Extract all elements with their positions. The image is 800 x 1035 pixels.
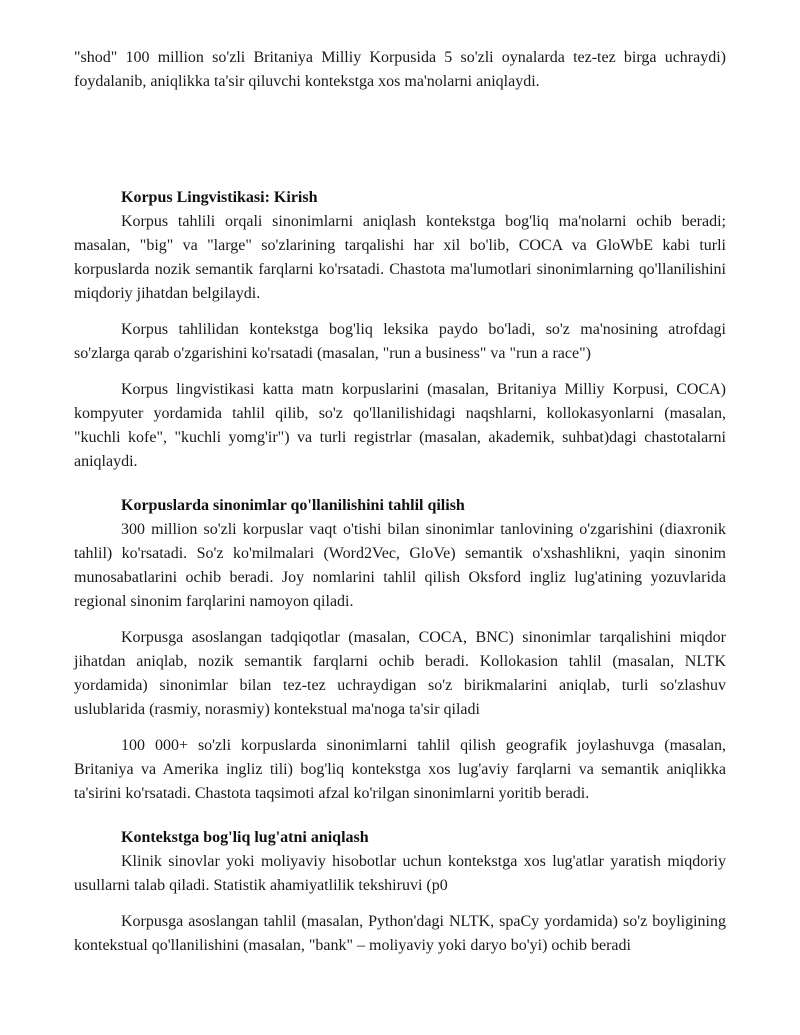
section-heading: Korpus Lingvistikasi: Kirish: [121, 189, 318, 206]
section-context-vocabulary: [74, 826, 726, 958]
section-heading: Korpuslarda sinonimlar qo'llanilishini tahlil qilish: [121, 497, 465, 514]
document-page: [74, 46, 726, 958]
section-synonym-analysis: [74, 494, 726, 806]
body-paragraph: Korpusga asoslangan tahlil (masalan, Python'dagi NLTK, spaCy yordamida) so'z boyligining kontekstual qo'llanilishini (masalan, "bank" – moliyaviy yoki daryo bo'yi) ochib beradi: [74, 913, 726, 954]
body-paragraph: 100 000+ so'zli korpuslarda sinonimlarni tahlil qilish geografik joylashuvga (masalan, Britaniya va Amerika ingliz tili) bog'liq kontekstga xos lug'aviy farqlarni va semantik aniqlikka ta'sirini ko'rsatadi. Chastota taqsimoti afzal ko'rilgan sinonimlarni yoritib beradi.: [74, 737, 726, 802]
section-corpus-intro: [74, 186, 726, 474]
spacer: [74, 94, 726, 186]
body-paragraph: Klinik sinovlar yoki moliyaviy hisobotlar uchun kontekstga xos lug'atlar yaratish miqdoriy usullarni talab qiladi. Statistik ahamiyatlilik tekshiruvi (p0: [74, 853, 726, 894]
body-paragraph: 300 million so'zli korpuslar vaqt o'tishi bilan sinonimlar tanlovining o'zgarishini (diaxronik tahlil) ko'rsatadi. So'z ko'milmalari (Word2Vec, GloVe) semantik o'xshashlikni, yaqin sinonim munosabatlarini ochib beradi. Joy nomlarini tahlil qilish Oksford ingliz lug'atining yozuvlarida regional sinonim farqlarini namoyon qiladi.: [74, 521, 726, 610]
intro-paragraph: "shod" 100 million so'zli Britaniya Milliy Korpusida 5 so'zli oynalarda tez-tez birga uchraydi) foydalanib, aniqlikka ta'sir qiluvchi kontekstga xos ma'nolarni aniqlaydi.: [74, 49, 726, 90]
body-paragraph: Korpus lingvistikasi katta matn korpuslarini (masalan, Britaniya Milliy Korpusi, COCA) kompyuter yordamida tahlil qilib, so'z qo'llanilishidagi naqshlarni, kollokasyonlarni (masalan, "kuchli kofe", "kuchli yomg'ir") va turli registrlar (masalan, akademik, suhbat)dagi chastotalarni aniqlaydi.: [74, 381, 726, 470]
body-paragraph: Korpus tahlili orqali sinonimlarni aniqlash kontekstga bog'liq ma'nolarni ochib beradi; masalan, "big" va "large" so'zlarining tarqalishi har xil bo'lib, COCA va GloWbE kabi turli korpuslarda nozik semantik farqlarni ko'rsatadi. Chastota ma'lumotlari sinonimlarning qo'llanilishini miqdoriy jihatdan belgilaydi.: [74, 213, 726, 302]
section-heading: Kontekstga bog'liq lug'atni aniqlash: [121, 829, 369, 846]
body-paragraph: Korpusga asoslangan tadqiqotlar (masalan, COCA, BNC) sinonimlar tarqalishini miqdor jihatdan aniqlab, nozik semantik farqlarni ochib beradi. Kollokasion tahlil (masalan, NLTK yordamida) sinonimlar bilan tez-tez uchraydigan so'z birikmalarini aniqlab, turli so'zlashuv uslublarida (rasmiy, norasmiy) kontekstual ma'noga ta'sir qiladi: [74, 629, 726, 718]
body-paragraph: Korpus tahlilidan kontekstga bog'liq leksika paydo bo'ladi, so'z ma'nosining atrofdagi so'zlarga qarab o'zgarishini ko'rsatadi (masalan, "run a business" va "run a race"): [74, 321, 726, 362]
